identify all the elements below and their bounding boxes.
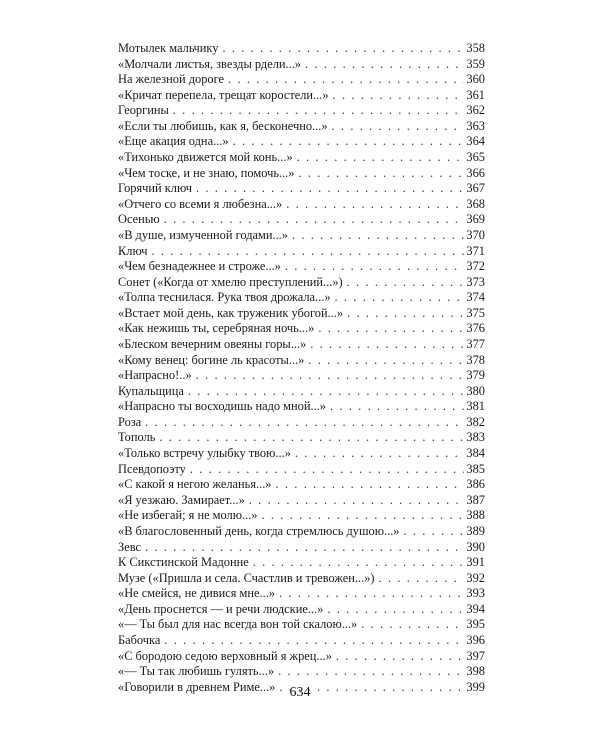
toc-entry (118, 602, 485, 618)
toc-entry-page: 367 (466, 181, 485, 196)
toc-entry-title: «— Ты так любишь гулять...» (118, 664, 275, 679)
toc-entry (118, 430, 485, 446)
toc-entry-page: 399 (466, 679, 485, 694)
toc-entry-title: «День проснется — и речи людские...» (118, 601, 324, 616)
toc-entry (118, 649, 485, 665)
toc-entry (118, 664, 485, 680)
dot-leader (173, 103, 465, 119)
toc-entry-page: 375 (466, 305, 485, 320)
toc-entry-title: «Тихонько движется мой конь...» (118, 150, 293, 165)
toc-entry-title: Горячий ключ (118, 181, 192, 196)
dot-leader (196, 368, 465, 384)
dot-leader (332, 119, 465, 135)
dot-leader (292, 228, 464, 244)
toc-entry-page: 363 (466, 118, 485, 133)
toc-entry-title: Зевс (118, 539, 141, 554)
toc-entry (118, 259, 485, 275)
toc-entry-title: Сонет («Когда от хмелю преступлений...») (118, 274, 343, 289)
dot-leader (190, 462, 465, 478)
toc-entry-page: 390 (466, 539, 485, 554)
toc-entry-title: «Еще акация одна...» (118, 134, 229, 149)
toc-entry-page: 398 (466, 664, 485, 679)
toc-entry (118, 633, 485, 649)
dot-leader (310, 337, 464, 353)
toc-entry-title: «В душе, измученной годами...» (118, 227, 288, 242)
toc-entry-page: 378 (466, 352, 485, 367)
toc-entry-page: 388 (466, 508, 485, 523)
toc-entry (118, 337, 485, 353)
toc-entry-page: 371 (466, 243, 485, 258)
dot-leader (222, 41, 464, 57)
toc-entry (118, 617, 485, 633)
toc-entry-title: К Сикстинской Мадонне (118, 555, 249, 570)
toc-entry-page: 372 (466, 259, 485, 274)
toc-entry (118, 368, 485, 384)
dot-leader (151, 244, 464, 260)
toc-entry-title: «Чем безнадежнее и строже...» (118, 259, 281, 274)
toc-entry-page: 380 (466, 383, 485, 398)
toc-entry-title: Музе («Пришла и села. Счастлив и тревожен...») (118, 570, 375, 585)
toc-entry-title: «В благословенный день, когда стремлюсь душою...» (118, 523, 400, 538)
toc-entry-title: На железной дороге (118, 72, 225, 87)
toc-entry (118, 493, 485, 509)
toc-entry (118, 555, 485, 571)
toc-entry-title: «Блеском вечерним овеяны горы...» (118, 336, 307, 351)
toc-entry-page: 358 (466, 41, 485, 55)
toc-entry-title: «Если ты любишь, как я, бесконечно...» (118, 118, 328, 133)
toc-entry-title: «— Ты был для нас всегда вон той скалою...» (118, 617, 358, 632)
toc-entry (118, 571, 485, 587)
dot-leader (262, 508, 465, 524)
toc-entry-title: «Кричат перепела, трещат коростели...» (118, 87, 329, 102)
toc-entry-title: «Как нежишь ты, серебряная ночь...» (118, 321, 315, 336)
toc-entry-title: «Напрасно ты восходишь надо мной...» (118, 399, 326, 414)
toc-entry-page: 392 (466, 570, 485, 585)
toc-entry-page: 361 (466, 87, 485, 102)
toc-entry (118, 212, 485, 228)
toc-entry-page: 368 (466, 196, 485, 211)
toc-entry (118, 462, 485, 478)
dot-leader (286, 197, 464, 213)
toc-entry-title: «С какой я негою желанья...» (118, 477, 272, 492)
dot-leader (318, 321, 464, 337)
toc-entry (118, 57, 485, 73)
toc-entry-title: «Отчего со всеми я любезна...» (118, 196, 283, 211)
toc-entry-page: 364 (466, 134, 485, 149)
dot-leader (159, 430, 464, 446)
toc-entry-title: «Молчали листья, звезды рдели...» (118, 56, 302, 71)
toc-entry-title: Осенью (118, 212, 160, 227)
dot-leader (295, 446, 465, 462)
toc-entry-page: 393 (466, 586, 485, 601)
toc-entry (118, 290, 485, 306)
toc-entry-title: Бабочка (118, 632, 161, 647)
toc-entry (118, 477, 485, 493)
toc-entry-page: 385 (466, 461, 485, 476)
dot-leader (285, 259, 465, 275)
toc-entry (118, 586, 485, 602)
toc-entry-title: Георгины (118, 103, 169, 118)
toc-entry-page: 373 (466, 274, 485, 289)
toc-entry-page: 366 (466, 165, 485, 180)
toc-entry-title: «Я уезжаю. Замирает...» (118, 492, 245, 507)
toc-entry (118, 150, 485, 166)
toc-entry-title: Псевдопоэту (118, 461, 186, 476)
dot-leader (335, 290, 465, 306)
toc-entry-page: 382 (466, 414, 485, 429)
toc-entry (118, 275, 485, 291)
table-of-contents (118, 41, 485, 695)
toc-entry-page: 379 (466, 368, 485, 383)
toc-entry-page: 389 (466, 523, 485, 538)
toc-entry (118, 508, 485, 524)
toc-entry-title: «Не избегай; я не молю...» (118, 508, 258, 523)
dot-leader (379, 571, 465, 587)
toc-entry-title: Мотылек мальчику (118, 41, 219, 55)
dot-leader (336, 649, 465, 665)
dot-leader (164, 633, 464, 649)
toc-entry-title: «Только встречу улыбку твою...» (118, 446, 291, 461)
toc-entry (118, 41, 485, 57)
dot-leader (196, 181, 464, 197)
toc-entry-page: 391 (466, 555, 485, 570)
dot-leader (253, 555, 465, 571)
toc-entry-page: 395 (466, 617, 485, 632)
toc-entry-page: 374 (466, 290, 485, 305)
dot-leader (278, 664, 464, 680)
toc-entry-page: 369 (466, 212, 485, 227)
toc-entry (118, 321, 485, 337)
dot-leader (276, 477, 465, 493)
toc-entry-title: Купальщица (118, 383, 184, 398)
toc-entry-title: Тополь (118, 430, 156, 445)
dot-leader (361, 617, 464, 633)
page-number: 634 (289, 685, 311, 700)
dot-leader (305, 57, 464, 73)
toc-entry-page: 370 (466, 227, 485, 242)
dot-leader (279, 586, 464, 602)
toc-entry-title: Ключ (118, 243, 148, 258)
dot-leader (249, 493, 465, 509)
toc-entry (118, 181, 485, 197)
toc-entry-title: «Кому венец: богине ль красоты...» (118, 352, 305, 367)
toc-entry-page: 362 (466, 103, 485, 118)
dot-leader (297, 150, 465, 166)
toc-entry-page: 381 (466, 399, 485, 414)
dot-leader (347, 275, 465, 291)
toc-entry-page: 386 (466, 477, 485, 492)
toc-entry (118, 228, 485, 244)
dot-leader (298, 166, 464, 182)
toc-entry-title: «С бородою седою верховный я жрец...» (118, 648, 332, 663)
toc-entry (118, 88, 485, 104)
dot-leader (233, 134, 465, 150)
toc-entry (118, 197, 485, 213)
toc-entry (118, 306, 485, 322)
toc-entry-page: 396 (466, 632, 485, 647)
dot-leader (330, 399, 464, 415)
toc-entry-page: 359 (466, 56, 485, 71)
dot-leader (228, 72, 464, 88)
toc-entry (118, 134, 485, 150)
toc-entry-page: 377 (466, 336, 485, 351)
toc-entry-title: «Напрасно!..» (118, 368, 192, 383)
toc-entry (118, 399, 485, 415)
dot-leader (333, 88, 465, 104)
toc-entry (118, 384, 485, 400)
toc-entry (118, 166, 485, 182)
toc-entry-title: «Говорили в древнем Риме...» (118, 679, 276, 694)
toc-entry-page: 376 (466, 321, 485, 336)
toc-entry-title: «Встает мой день, как труженик убогой...» (118, 305, 344, 320)
dot-leader (188, 384, 465, 400)
toc-entry-page: 387 (466, 492, 485, 507)
dot-leader (404, 524, 465, 540)
toc-entry-page: 365 (466, 150, 485, 165)
toc-entry-page: 397 (466, 648, 485, 663)
dot-leader (327, 602, 464, 618)
toc-entry-title: Роза (118, 414, 142, 429)
toc-entry (118, 446, 485, 462)
toc-entry-title: «Не смейся, не дивися мне...» (118, 586, 276, 601)
dot-leader (145, 415, 464, 431)
toc-entry-title: «Чем тоске, и не знаю, помочь...» (118, 165, 295, 180)
toc-entry-page: 360 (466, 72, 485, 87)
toc-entry (118, 524, 485, 540)
toc-entry (118, 244, 485, 260)
toc-entry (118, 72, 485, 88)
toc-entry (118, 119, 485, 135)
toc-entry-page: 384 (466, 446, 485, 461)
toc-entry (118, 415, 485, 431)
toc-entry-page: 394 (466, 601, 485, 616)
toc-entry (118, 540, 485, 556)
toc-entry-page: 383 (466, 430, 485, 445)
toc-entry (118, 353, 485, 369)
dot-leader (145, 540, 464, 556)
toc-entry (118, 103, 485, 119)
toc-entry-title: «Толпа теснилася. Рука твоя дрожала...» (118, 290, 331, 305)
dot-leader (308, 353, 464, 369)
dot-leader (164, 212, 465, 228)
dot-leader (347, 306, 464, 322)
